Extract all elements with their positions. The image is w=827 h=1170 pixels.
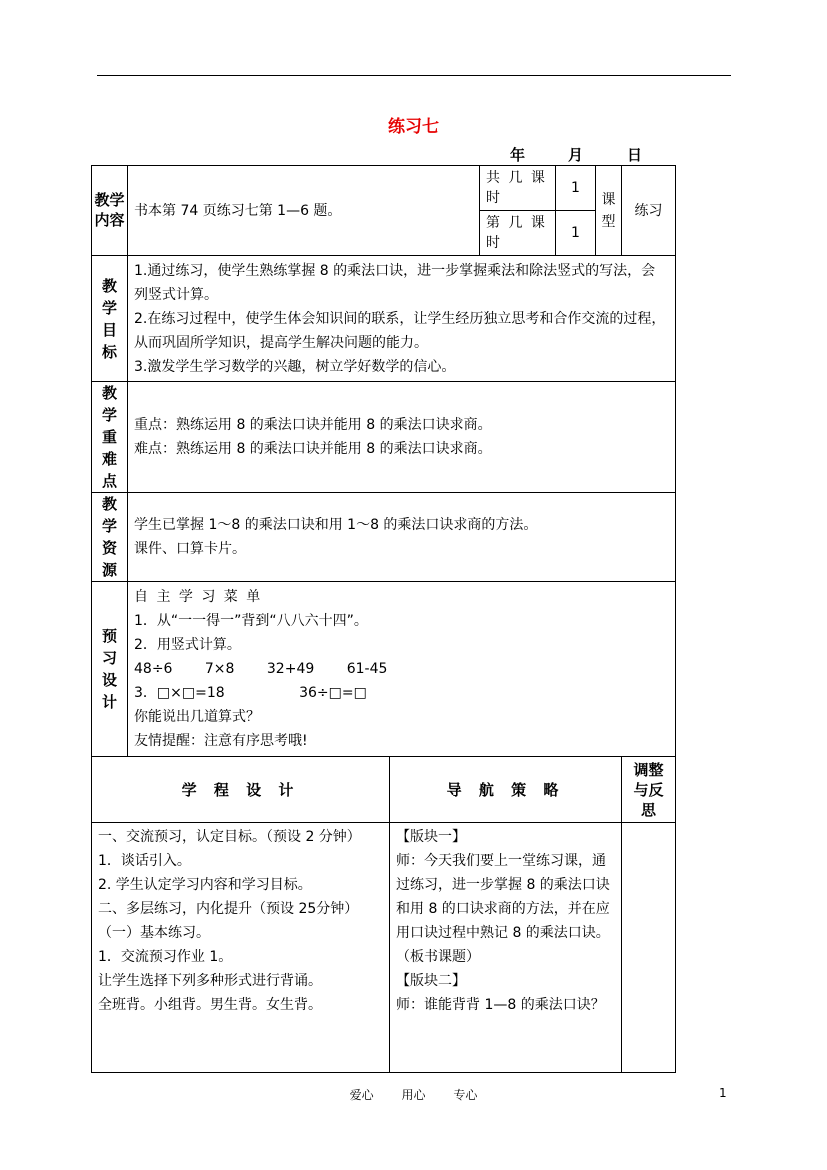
footer-item: 专心 <box>453 1088 478 1102</box>
process-line: 1．谈话引入。 <box>98 853 191 869</box>
resource-line: 课件、口算卡片。 <box>134 541 246 557</box>
content-row-1 <box>92 166 676 211</box>
date-month-label: 月 <box>568 146 584 164</box>
process-header-row <box>92 757 676 823</box>
process-line: 2. 学生认定学习内容和学习目标。 <box>98 877 312 893</box>
keypoints-text <box>128 382 676 493</box>
goal-line: 3.激发学生学习数学的兴趣，树立学好数学的信心。 <box>134 358 456 375</box>
strategy-line: 师：谁能背背 1—8 的乘法口诀？ <box>396 997 605 1013</box>
adjust-reflect-header: 调整与反思 <box>622 757 676 823</box>
page-title: 练习七 <box>388 117 439 137</box>
total-hours-value: 1 <box>556 166 596 211</box>
preview-row <box>92 582 676 757</box>
preview-line: 1．从“一一得一”背到“八八六十四”。 <box>134 613 368 629</box>
footer-item: 爱心 <box>349 1088 374 1102</box>
process-line: 全班背。小组背。男生背。女生背。 <box>98 997 322 1013</box>
page-number: 1 <box>719 1086 727 1100</box>
adjust-reflect-cell <box>622 823 676 1073</box>
keypoint-line: 重点：熟练运用 8 的乘法口诀并能用 8 的乘法口诀求商。 <box>134 417 492 433</box>
preview-line: 自 主 学 习 菜 单 <box>134 589 263 605</box>
process-line: 一、交流预习，认定目标。（预设 2 分钟） <box>98 829 361 845</box>
process-design-header: 学 程 设 计 <box>92 757 390 823</box>
navigation-strategy-header: 导 航 策 略 <box>390 757 622 823</box>
footer-item: 用心 <box>401 1088 426 1102</box>
preview-text <box>128 582 676 757</box>
resource-line: 学生已掌握 1～8 的乘法口诀和用 1～8 的乘法口诀求商的方法。 <box>134 517 538 533</box>
goals-label: 教 学 目 标 <box>92 256 128 382</box>
preview-line: 友情提醒：注意有序思考哦! <box>134 733 308 749</box>
process-line: 1．交流预习作业 1。 <box>98 949 233 965</box>
current-hour-value: 1 <box>556 211 596 256</box>
date-year-label: 年 <box>510 146 526 164</box>
goal-line: 1.通过练习，使学生熟练掌握 8 的乘法口诀，进一步掌握乘法和除法竖式的写法，会列竖式计算。 <box>134 262 656 303</box>
process-content-row <box>92 823 676 1073</box>
preview-line: 48÷6 7×8 32+49 61-45 <box>134 661 388 677</box>
preview-label: 预 习 设 计 <box>92 582 128 757</box>
process-design-text <box>92 823 390 1073</box>
content-text: 书本第 74 页练习七第 1—6 题。 <box>128 166 480 256</box>
keypoints-label: 教 学 重 难 点 <box>92 382 128 493</box>
date-day-label: 日 <box>627 146 643 164</box>
lesson-plan-table <box>91 165 676 1073</box>
process-line: 二、多层练习，内化提升（预设 25分钟） <box>98 901 359 917</box>
resources-label: 教 学 资 源 <box>92 493 128 582</box>
preview-line: 3．□×□=18 36÷□=□ <box>134 685 367 701</box>
content-label: 教学内容 <box>92 166 128 256</box>
preview-line: 2．用竖式计算。 <box>134 637 241 653</box>
preview-line: 你能说出几道算式？ <box>134 709 260 725</box>
goal-line: 2.在练习过程中，使学生体会知识间的联系，让学生经历独立思考和合作交流的过程，从而巩固所学知识，提高学生解决问题的能力。 <box>134 310 666 351</box>
strategy-line: 【版块二】 <box>396 973 466 989</box>
strategy-line: 【版块一】 <box>396 829 466 845</box>
page-footer <box>0 1086 827 1103</box>
total-hours-label: 共 几 课 时 <box>480 166 556 211</box>
strategy-line: （板书课题） <box>396 949 480 965</box>
goals-row <box>92 256 676 382</box>
resources-text <box>128 493 676 582</box>
current-hour-label: 第 几 课 时 <box>480 211 556 256</box>
header-rule <box>97 75 731 76</box>
process-line: 让学生选择下列多种形式进行背诵。 <box>98 973 322 989</box>
process-line: （一）基本练习。 <box>98 925 210 941</box>
type-label: 课型 <box>596 166 622 256</box>
navigation-strategy-text <box>390 823 622 1073</box>
type-value: 练习 <box>622 166 676 256</box>
resources-row <box>92 493 676 582</box>
strategy-line: 师：今天我们要上一堂练习课，通过练习，进一步掌握 8 的乘法口诀和用 8 的口诀求商的方法，并在应用口诀过程中熟记 8 的乘法口诀。 <box>396 853 610 941</box>
goals-text <box>128 256 676 382</box>
keypoints-row <box>92 382 676 493</box>
keypoint-line: 难点：熟练运用 8 的乘法口诀并能用 8 的乘法口诀求商。 <box>134 441 492 457</box>
